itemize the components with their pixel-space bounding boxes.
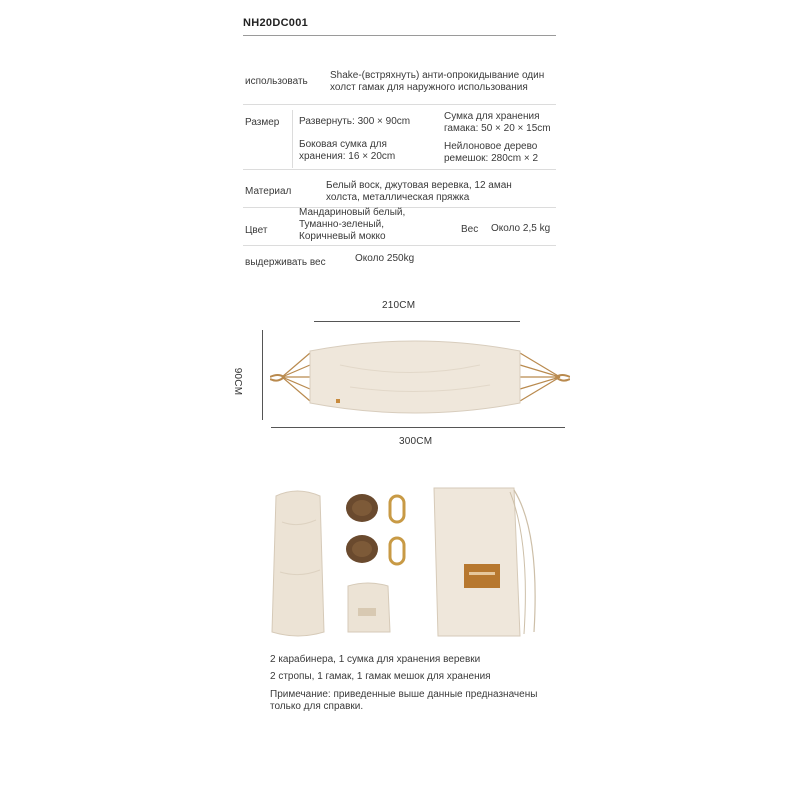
row-divider [243, 104, 556, 105]
load-label: выдерживать вес [245, 257, 326, 268]
color-value-1: Мандариновый белый, [299, 207, 406, 218]
material-value-1: Белый воск, джутовая веревка, 12 аман [326, 180, 512, 191]
dimension-width-total: 300CM [399, 436, 433, 447]
drawstring-bag-image [434, 488, 535, 636]
dimension-width-inner: 210CM [382, 300, 416, 311]
dimension-line-total [271, 427, 565, 428]
dimension-line-height [262, 330, 263, 420]
dimension-height: 90CM [232, 367, 244, 396]
color-value-2: Туманно-зеленый, [299, 219, 384, 230]
strap-size-2: ремешок: 280cm × 2 [444, 153, 539, 164]
dimension-line-inner [314, 321, 520, 322]
use-value-1: Shake-(встряхнуть) анти-опрокидывание один [330, 70, 545, 81]
weight-label: Вес [461, 224, 479, 235]
package-contents-image [262, 482, 552, 642]
contents-line-1: 2 карабинера, 1 сумка для хранения веревки [270, 654, 481, 665]
rolled-hammock-image [272, 491, 324, 636]
load-value: Около 250kg [355, 253, 415, 264]
hammock-image [270, 325, 570, 425]
storage-bag-size-1: Сумка для хранения [444, 111, 540, 122]
note-line-1: Примечание: приведенные выше данные предназначены [270, 689, 538, 700]
strap-image [346, 494, 378, 563]
material-value-2: холста, металлическая пряжка [326, 192, 470, 203]
small-bag-image [348, 583, 390, 632]
strap-size-1: Нейлоновое дерево [444, 141, 538, 152]
storage-bag-size-2: гамака: 50 × 20 × 15cm [444, 123, 551, 134]
contents-line-2: 2 стропы, 1 гамак, 1 гамак мешок для хранения [270, 671, 491, 682]
row-divider [243, 245, 556, 246]
header-rule [243, 35, 556, 36]
side-bag-size-2: хранения: 16 × 20cm [299, 151, 396, 162]
material-label: Материал [245, 186, 292, 197]
note-line-2: только для справки. [270, 701, 364, 712]
row-divider [243, 169, 556, 170]
col-divider [292, 110, 293, 168]
color-label: Цвет [245, 225, 268, 236]
use-label: использовать [245, 76, 308, 87]
model-number: NH20DC001 [243, 17, 309, 29]
carabiner-image [390, 496, 404, 564]
use-value-2: холст гамак для наружного использования [330, 82, 528, 93]
side-bag-size-1: Боковая сумка для [299, 139, 387, 150]
color-value-3: Коричневый мокко [299, 231, 386, 242]
size-unfolded: Развернуть: 300 × 90cm [299, 116, 411, 127]
weight-value: Около 2,5 kg [491, 223, 551, 234]
size-label: Размер [245, 117, 280, 128]
